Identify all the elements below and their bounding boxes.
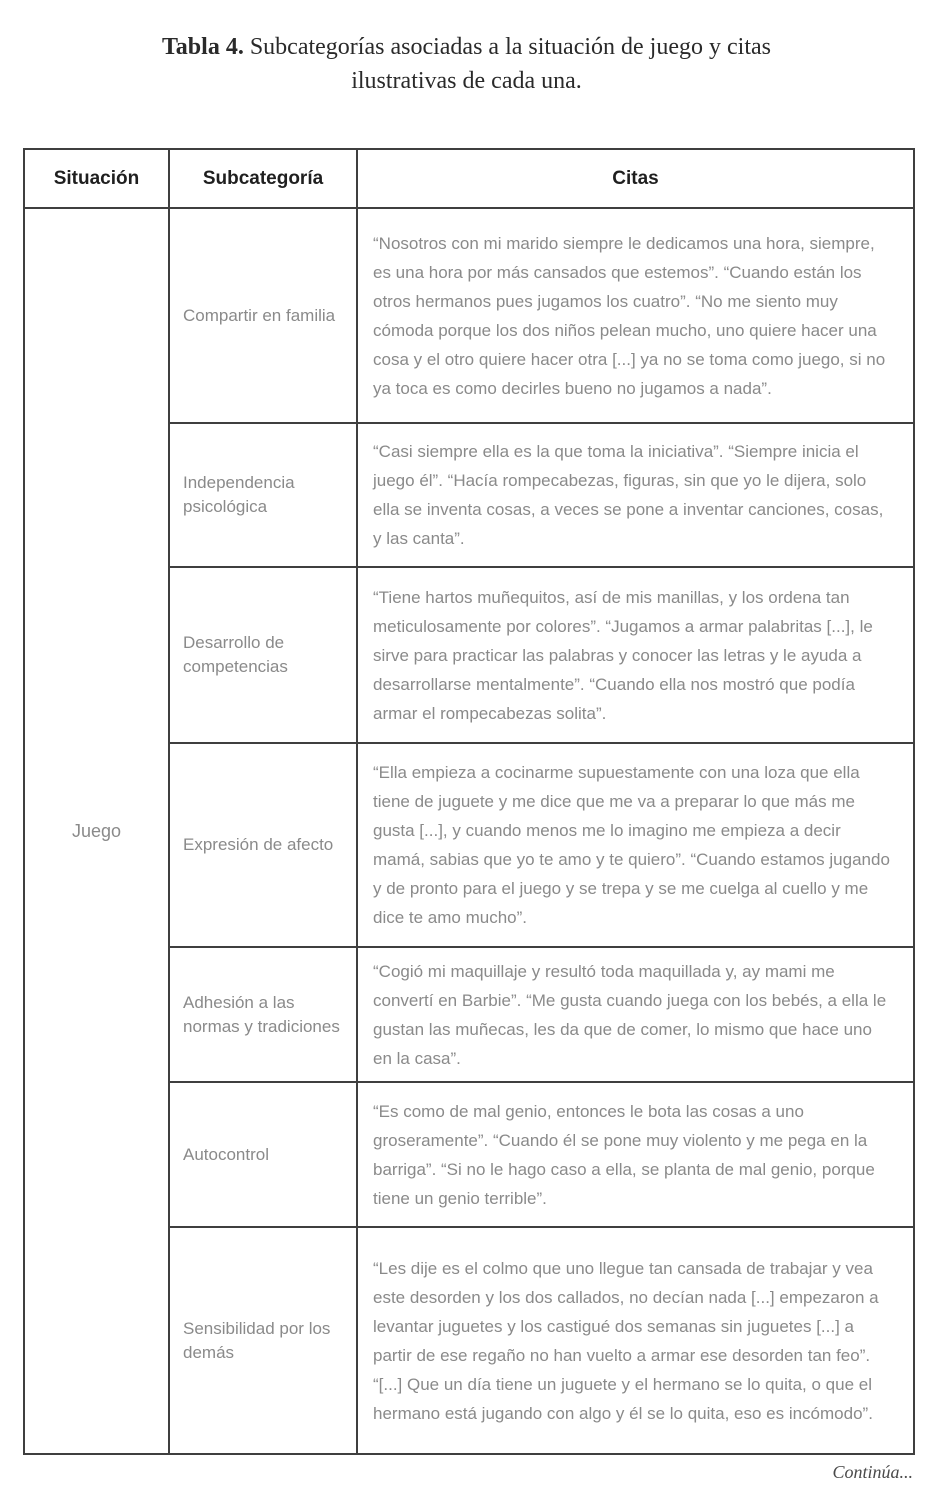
quote-cell: “Les dije es el colmo que uno llegue tan cansada de trabajar y vea este desorden y los dos callados, no decían nada [...] empezaron a levantar juguetes y los castigué dos semanas sin juguetes [...] a partir de ese regaño no han vuelto a armar ese desorden tan feo”. “[...] Que un día tiene un juguete y el hermano se lo quita, o que el hermano está jugando con algo y él se lo quita, eso es incómodo”. [357, 1227, 914, 1454]
subcategory-cell: Expresión de afecto [169, 743, 357, 947]
subcategories-table [23, 148, 915, 1455]
subcategory-cell: Sensibilidad por los demás [169, 1227, 357, 1454]
col-header-situacion: Situación [24, 149, 169, 208]
quote-cell: “Tiene hartos muñequitos, así de mis manillas, y los ordena tan meticulosamente por colores”. “Jugamos a armar palabritas [...], le sirve para practicar las palabras y conocer las letras y le ayuda a desarrollarse mentalmente”. “Cuando ella nos mostró que podía armar el rompecabezas solita”. [357, 567, 914, 743]
subcategory-cell: Compartir en familia [169, 208, 357, 423]
col-header-subcategoria: Subcategoría [169, 149, 357, 208]
subcategory-cell: Desarrollo de competencias [169, 567, 357, 743]
quote-cell: “Es como de mal genio, entonces le bota las cosas a uno groseramente”. “Cuando él se pone muy violento y me pega en la barriga”. “Si no le hago caso a ella, se planta de mal genio, porque tiene un genio terrible”. [357, 1082, 914, 1227]
subcategory-cell: Independencia psicológica [169, 423, 357, 567]
header-row [24, 149, 914, 208]
quote-cell: “Nosotros con mi marido siempre le dedicamos una hora, siempre, es una hora por más cansados que estemos”. “Cuando están los otros hermanos pues jugamos los cuatro”. “No me siento muy cómoda porque los dos niños pelean mucho, uno quiere hacer una cosa y el otro quiere hacer otra [...] ya no se toma como juego, si no ya toca es como decirles bueno no jugamos a nada”. [357, 208, 914, 423]
table-caption-text: Subcategorías asociadas a la situación de juego y citas ilustrativas de cada una. [249, 34, 771, 94]
table-caption [127, 30, 807, 98]
continuation-note: Continúa... [832, 1462, 913, 1482]
quote-cell: “Cogió mi maquillaje y resultó toda maquillada y, ay mami me convertí en Barbie”. “Me gusta cuando juega con los bebés, a ella le gustan las muñecas, les da que de comer, lo mismo que hace uno en la casa”. [357, 947, 914, 1082]
table-caption-label: Tabla 4. [162, 34, 244, 60]
quote-cell: “Ella empieza a cocinarme supuestamente con una loza que ella tiene de juguete y me dice que me va a preparar lo que más me gusta [...], y cuando menos me lo imagino me empieza a decir mamá, sabias que yo te amo y te quiero”. “Cuando estamos jugando y de pronto para el juego y se trepa y se me cuelga al cuello y me dice te amo mucho”. [357, 743, 914, 947]
col-header-citas: Citas [357, 149, 914, 208]
situation-cell: Juego [24, 208, 169, 1454]
quote-cell: “Casi siempre ella es la que toma la iniciativa”. “Siempre inicia el juego él”. “Hacía rompecabezas, figuras, sin que yo le dijera, solo ella se inventa cosas, a veces se pone a inventar canciones, cosas, y las canta”. [357, 423, 914, 567]
subcategory-cell: Adhesión a las normas y tradiciones [169, 947, 357, 1082]
table-row [24, 208, 914, 423]
subcategory-cell: Autocontrol [169, 1082, 357, 1227]
